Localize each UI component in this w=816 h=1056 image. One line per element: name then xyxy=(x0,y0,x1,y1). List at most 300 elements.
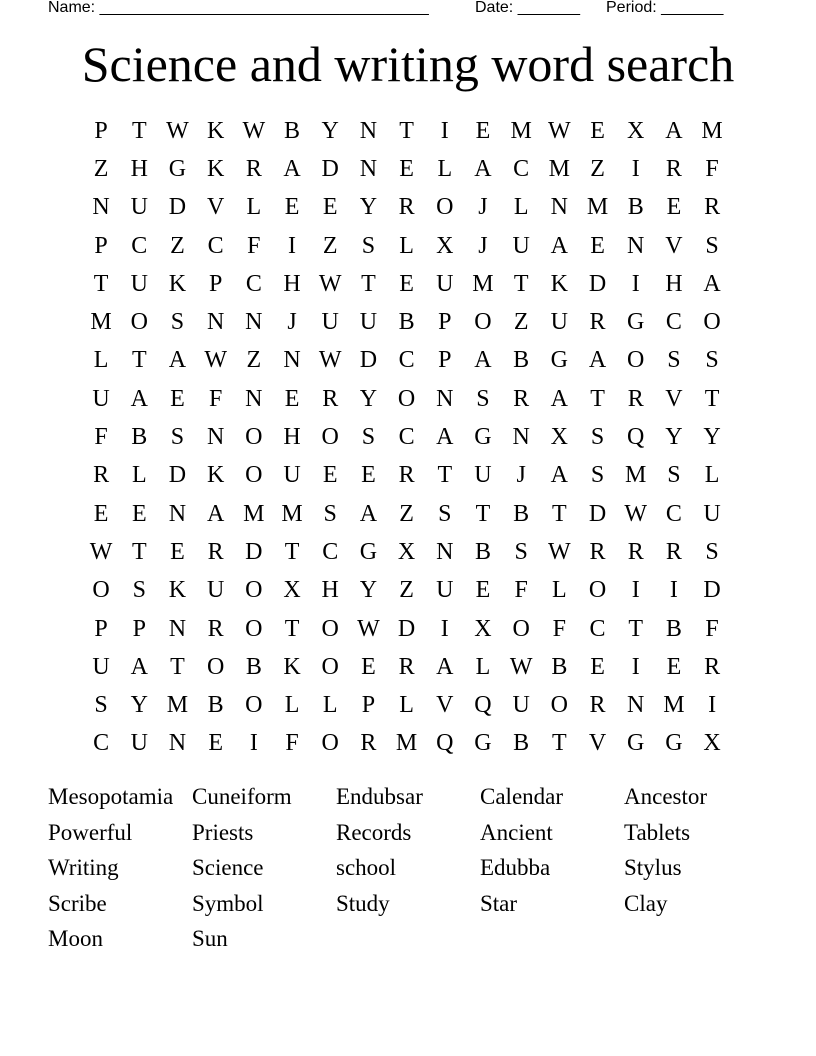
grid-letter[interactable]: N xyxy=(550,194,569,221)
grid-letter[interactable]: W xyxy=(357,615,380,642)
grid-letter[interactable]: V xyxy=(206,194,225,221)
grid-letter[interactable]: L xyxy=(475,653,491,680)
grid-letter[interactable]: N xyxy=(512,424,530,451)
grid-letter[interactable]: P xyxy=(438,309,452,336)
grid-letter[interactable]: A xyxy=(550,232,569,259)
grid-letter[interactable]: R xyxy=(398,462,415,489)
grid-letter[interactable]: E xyxy=(208,730,223,757)
grid-letter[interactable]: W xyxy=(318,347,342,374)
grid-letter[interactable]: L xyxy=(399,232,414,259)
grid-letter[interactable]: O xyxy=(436,194,454,221)
grid-letter[interactable]: U xyxy=(130,270,148,297)
grid-letter[interactable]: N xyxy=(245,385,263,412)
grid-letter[interactable]: R xyxy=(207,538,224,565)
grid-letter[interactable]: B xyxy=(245,653,262,680)
grid-letter[interactable]: A xyxy=(168,347,187,374)
grid-letter[interactable]: X xyxy=(436,232,454,259)
grid-letter[interactable]: R xyxy=(665,538,682,565)
grid-letter[interactable]: B xyxy=(207,692,224,719)
name-field[interactable]: Name: _____________________________________ xyxy=(48,0,429,16)
grid-letter[interactable]: R xyxy=(704,194,721,221)
grid-letter[interactable]: T xyxy=(131,347,147,374)
grid-letter[interactable]: O xyxy=(321,653,339,680)
grid-letter[interactable]: B xyxy=(627,194,644,221)
grid-letter[interactable]: T xyxy=(513,270,529,297)
grid-letter[interactable]: R xyxy=(627,385,644,412)
grid-letter[interactable]: N xyxy=(206,309,225,336)
grid-letter[interactable]: M xyxy=(395,730,418,757)
grid-letter[interactable]: P xyxy=(94,117,108,144)
grid-letter[interactable]: T xyxy=(437,462,453,489)
grid-letter[interactable]: Y xyxy=(321,117,339,144)
grid-letter[interactable]: N xyxy=(168,730,187,757)
grid-letter[interactable]: I xyxy=(249,730,258,757)
grid-letter[interactable]: I xyxy=(669,577,678,604)
grid-letter[interactable]: Z xyxy=(399,577,414,604)
grid-letter[interactable]: T xyxy=(131,117,147,144)
grid-letter[interactable]: M xyxy=(90,309,112,336)
grid-letter[interactable]: N xyxy=(92,194,110,221)
grid-letter[interactable]: X xyxy=(550,424,569,451)
grid-letter[interactable]: S xyxy=(170,424,185,451)
grid-letter[interactable]: T xyxy=(361,270,376,297)
grid-letter[interactable]: C xyxy=(513,155,530,182)
grid-letter[interactable]: V xyxy=(665,232,683,259)
grid-letter[interactable]: V xyxy=(436,692,454,719)
grid-letter[interactable]: B xyxy=(398,309,415,336)
grid-letter[interactable]: S xyxy=(705,538,719,565)
grid-letter[interactable]: J xyxy=(478,194,488,221)
grid-letter[interactable]: S xyxy=(476,385,490,412)
grid-letter[interactable]: E xyxy=(322,194,338,221)
grid-letter[interactable]: I xyxy=(440,615,449,642)
grid-letter[interactable]: U xyxy=(550,309,569,336)
grid-letter[interactable]: T xyxy=(284,615,300,642)
grid-letter[interactable]: L xyxy=(131,462,147,489)
grid-letter[interactable]: O xyxy=(703,309,721,336)
grid-letter[interactable]: K xyxy=(550,270,569,297)
grid-letter[interactable]: B xyxy=(551,653,568,680)
grid-letter[interactable]: R xyxy=(93,462,110,489)
grid-letter[interactable]: I xyxy=(631,653,640,680)
word-list-item: school xyxy=(336,855,397,880)
grid-letter[interactable]: S xyxy=(361,424,376,451)
grid-letter[interactable]: A xyxy=(665,117,683,144)
grid-letter[interactable]: K xyxy=(206,462,225,489)
grid-letter[interactable]: N xyxy=(168,615,187,642)
grid-letter[interactable]: N xyxy=(436,385,454,412)
grid-letter[interactable]: U xyxy=(436,577,454,604)
grid-letter[interactable]: F xyxy=(208,385,223,412)
grid-letter[interactable]: C xyxy=(93,730,110,757)
grid-letter[interactable]: B xyxy=(474,538,491,565)
grid-letter[interactable]: L xyxy=(399,692,414,719)
grid-letter[interactable]: O xyxy=(474,309,492,336)
grid-letter[interactable]: R xyxy=(589,692,606,719)
grid-letter[interactable]: F xyxy=(552,615,567,642)
grid-letter[interactable]: T xyxy=(284,538,300,565)
grid-letter[interactable]: Z xyxy=(246,347,262,374)
grid-letter[interactable]: N xyxy=(359,155,378,182)
grid-letter[interactable]: P xyxy=(94,232,108,259)
grid-letter[interactable]: M xyxy=(663,692,685,719)
grid-letter[interactable]: S xyxy=(590,462,605,489)
grid-letter[interactable]: P xyxy=(438,347,452,374)
grid-letter[interactable]: A xyxy=(436,424,454,451)
grid-letter[interactable]: Z xyxy=(322,232,338,259)
grid-letter[interactable]: B xyxy=(513,500,530,527)
grid-letter[interactable]: I xyxy=(631,155,640,182)
grid-letter[interactable]: S xyxy=(705,232,719,259)
grid-letter[interactable]: T xyxy=(552,500,567,527)
grid-letter[interactable]: Q xyxy=(436,730,454,757)
grid-letter[interactable]: O xyxy=(397,385,416,412)
grid-letter[interactable]: Y xyxy=(359,194,378,221)
grid-letter[interactable]: P xyxy=(208,270,223,297)
grid-letter[interactable]: E xyxy=(131,500,147,527)
grid-letter[interactable]: B xyxy=(513,347,530,374)
grid-letter[interactable]: E xyxy=(590,232,605,259)
grid-letter[interactable]: A xyxy=(550,462,569,489)
grid-letter[interactable]: L xyxy=(284,692,300,719)
grid-letter[interactable]: L xyxy=(322,692,338,719)
grid-letter[interactable]: E xyxy=(666,194,682,221)
grid-letter[interactable]: X xyxy=(703,730,721,757)
grid-letter[interactable]: E xyxy=(361,653,376,680)
grid-letter[interactable]: I xyxy=(708,692,717,719)
grid-letter[interactable]: H xyxy=(130,155,148,182)
grid-letter[interactable]: O xyxy=(512,615,530,642)
grid-letter[interactable]: P xyxy=(94,615,108,642)
grid-letter[interactable]: R xyxy=(207,615,224,642)
grid-letter[interactable]: S xyxy=(667,347,681,374)
word-list-item: Symbol xyxy=(192,890,264,916)
grid-letter[interactable]: M xyxy=(625,462,647,489)
grid-letter[interactable]: Y xyxy=(130,692,148,719)
grid-letter[interactable]: X xyxy=(474,615,492,642)
grid-letter[interactable]: S xyxy=(94,692,108,719)
grid-letter[interactable]: Q xyxy=(474,692,492,719)
grid-letter[interactable]: T xyxy=(628,615,644,642)
grid-letter[interactable]: U xyxy=(206,577,225,604)
grid-letter[interactable]: O xyxy=(206,653,225,680)
grid-letter[interactable]: L xyxy=(246,194,262,221)
grid-letter[interactable]: W xyxy=(548,538,571,565)
grid-letter[interactable]: A xyxy=(206,500,225,527)
grid-letter[interactable]: G xyxy=(627,309,645,336)
grid-letter[interactable]: J xyxy=(478,232,488,259)
grid-letter[interactable]: N xyxy=(436,538,454,565)
grid-letter[interactable]: I xyxy=(288,232,297,259)
grid-letter[interactable]: N xyxy=(627,692,645,719)
grid-letter[interactable]: N xyxy=(283,347,301,374)
grid-letter[interactable]: Z xyxy=(513,309,529,336)
grid-letter[interactable]: R xyxy=(589,309,606,336)
grid-letter[interactable]: F xyxy=(514,577,528,604)
grid-letter[interactable]: T xyxy=(590,385,605,412)
grid-letter[interactable]: E xyxy=(399,270,414,297)
grid-letter[interactable]: O xyxy=(245,692,263,719)
grid-letter[interactable]: M xyxy=(166,692,189,719)
grid-letter[interactable]: S xyxy=(514,538,528,565)
grid-letter[interactable]: R xyxy=(665,155,682,182)
grid-letter[interactable]: E xyxy=(361,462,376,489)
grid-letter[interactable]: U xyxy=(474,462,492,489)
grid-letter[interactable]: U xyxy=(130,730,148,757)
grid-letter[interactable]: E xyxy=(399,155,414,182)
period-field[interactable]: Period: _______ xyxy=(606,0,724,16)
grid-letter[interactable]: O xyxy=(321,615,339,642)
grid-letter[interactable]: R xyxy=(398,194,415,221)
grid-letter[interactable]: U xyxy=(92,385,110,412)
grid-letter[interactable]: W xyxy=(166,117,189,144)
grid-letter[interactable]: A xyxy=(130,653,148,680)
grid-letter[interactable]: G xyxy=(550,347,569,374)
grid-letter[interactable]: X xyxy=(627,117,645,144)
word-list-item: Mesopotamia xyxy=(48,784,174,809)
grid-letter[interactable]: W xyxy=(318,270,342,297)
word-list-item: Star xyxy=(480,890,518,916)
grid-letter[interactable]: S xyxy=(667,462,681,489)
grid-letter[interactable]: S xyxy=(361,232,376,259)
grid-letter[interactable]: X xyxy=(397,538,416,565)
grid-letter[interactable]: C xyxy=(665,309,682,336)
grid-letter[interactable]: E xyxy=(284,194,300,221)
grid-letter[interactable]: M xyxy=(586,194,609,221)
grid-letter[interactable]: F xyxy=(94,424,108,451)
grid-letter[interactable]: L xyxy=(513,194,529,221)
grid-letter[interactable]: R xyxy=(245,155,262,182)
grid-letter[interactable]: O xyxy=(92,577,110,604)
grid-letter[interactable]: D xyxy=(588,500,607,527)
grid-letter[interactable]: C xyxy=(207,232,224,259)
grid-letter[interactable]: K xyxy=(206,155,225,182)
grid-letter[interactable]: W xyxy=(624,500,648,527)
grid-letter[interactable]: U xyxy=(283,462,301,489)
grid-letter[interactable]: C xyxy=(589,615,606,642)
grid-letter[interactable]: Z xyxy=(170,232,185,259)
grid-letter[interactable]: N xyxy=(359,117,378,144)
grid-letter[interactable]: Z xyxy=(590,155,605,182)
grid-letter[interactable]: C xyxy=(398,424,415,451)
grid-letter[interactable]: D xyxy=(321,155,339,182)
grid-letter[interactable]: C xyxy=(398,347,415,374)
grid-letter[interactable]: O xyxy=(245,462,263,489)
grid-letter[interactable]: U xyxy=(512,232,530,259)
grid-letter[interactable]: A xyxy=(130,385,148,412)
grid-letter[interactable]: W xyxy=(204,347,227,374)
grid-letter[interactable]: R xyxy=(704,653,721,680)
grid-letter[interactable]: U xyxy=(130,194,148,221)
grid-letter[interactable]: E xyxy=(284,385,300,412)
grid-letter[interactable]: W xyxy=(548,117,571,144)
grid-letter[interactable]: F xyxy=(705,615,719,642)
grid-letter[interactable]: O xyxy=(130,309,148,336)
grid-letter[interactable]: A xyxy=(588,347,607,374)
grid-letter[interactable]: A xyxy=(283,155,301,182)
grid-letter[interactable]: E xyxy=(170,538,185,565)
grid-letter[interactable]: D xyxy=(168,462,187,489)
grid-letter[interactable]: L xyxy=(93,347,109,374)
grid-letter[interactable]: J xyxy=(287,309,297,336)
grid-letter[interactable]: T xyxy=(704,385,720,412)
grid-letter[interactable]: K xyxy=(168,270,187,297)
grid-letter[interactable]: K xyxy=(206,117,225,144)
grid-letter[interactable]: J xyxy=(516,462,526,489)
grid-letter[interactable]: R xyxy=(589,538,606,565)
grid-letter[interactable]: E xyxy=(475,117,491,144)
grid-letter[interactable]: S xyxy=(705,347,719,374)
grid-letter[interactable]: G xyxy=(168,155,187,182)
date-field[interactable]: Date: _______ xyxy=(475,0,580,16)
grid-letter[interactable]: Z xyxy=(399,500,414,527)
grid-letter[interactable]: G xyxy=(474,730,492,757)
grid-letter[interactable]: D xyxy=(397,615,416,642)
grid-letter[interactable]: I xyxy=(631,270,640,297)
grid-letter[interactable]: M xyxy=(548,155,571,182)
grid-letter[interactable]: O xyxy=(627,347,645,374)
grid-letter[interactable]: Z xyxy=(93,155,109,182)
grid-letter[interactable]: B xyxy=(284,117,301,144)
grid-letter[interactable]: O xyxy=(245,424,263,451)
grid-letter[interactable]: R xyxy=(513,385,530,412)
grid-letter[interactable]: U xyxy=(703,500,721,527)
grid-letter[interactable]: D xyxy=(588,270,607,297)
grid-letter[interactable]: R xyxy=(627,538,644,565)
grid-letter[interactable]: G xyxy=(359,538,378,565)
grid-letter[interactable]: D xyxy=(703,577,721,604)
grid-letter[interactable]: W xyxy=(89,538,113,565)
grid-letter[interactable]: D xyxy=(245,538,263,565)
grid-letter[interactable]: O xyxy=(321,730,339,757)
grid-letter[interactable]: T xyxy=(475,500,491,527)
grid-letter[interactable]: G xyxy=(627,730,645,757)
grid-letter[interactable]: S xyxy=(323,500,337,527)
word-list-item: Ancestor xyxy=(624,784,708,809)
grid-letter[interactable]: T xyxy=(93,270,109,297)
grid-letter[interactable]: H xyxy=(321,577,339,604)
grid-letter[interactable]: O xyxy=(245,615,263,642)
grid-letter[interactable]: S xyxy=(590,424,605,451)
grid-letter[interactable]: C xyxy=(245,270,262,297)
grid-letter[interactable]: H xyxy=(665,270,683,297)
grid-letter[interactable]: M xyxy=(281,500,303,527)
grid-letter[interactable]: E xyxy=(590,653,605,680)
grid-letter[interactable]: Y xyxy=(665,424,683,451)
grid-letter[interactable]: A xyxy=(359,500,378,527)
grid-letter[interactable]: F xyxy=(247,232,261,259)
grid-letter[interactable]: A xyxy=(550,385,569,412)
grid-letter[interactable]: V xyxy=(588,730,607,757)
grid-letter[interactable]: W xyxy=(509,653,533,680)
grid-letter[interactable]: A xyxy=(436,653,454,680)
grid-letter[interactable]: I xyxy=(440,117,449,144)
grid-letter[interactable]: M xyxy=(510,117,532,144)
grid-letter[interactable]: Y xyxy=(359,577,378,604)
grid-letter[interactable]: E xyxy=(93,500,109,527)
grid-letter[interactable]: K xyxy=(168,577,187,604)
grid-letter[interactable]: E xyxy=(475,577,491,604)
grid-letter[interactable]: O xyxy=(588,577,607,604)
grid-letter[interactable]: M xyxy=(472,270,494,297)
grid-letter[interactable]: S xyxy=(438,500,452,527)
grid-letter[interactable]: B xyxy=(131,424,148,451)
grid-letter[interactable]: A xyxy=(474,155,492,182)
word-list-item: Sun xyxy=(192,926,228,951)
grid-letter[interactable]: G xyxy=(665,730,683,757)
grid-letter[interactable]: E xyxy=(322,462,338,489)
grid-letter[interactable]: S xyxy=(170,309,185,336)
grid-letter[interactable]: N xyxy=(627,232,645,259)
page-title: Science and writing word search xyxy=(81,36,735,92)
grid-letter[interactable]: B xyxy=(513,730,530,757)
grid-letter[interactable]: W xyxy=(242,117,266,144)
grid-letter[interactable]: X xyxy=(283,577,301,604)
grid-letter[interactable]: N xyxy=(168,500,187,527)
grid-letter[interactable]: U xyxy=(359,309,378,336)
grid-letter[interactable]: U xyxy=(321,309,339,336)
grid-letter[interactable]: R xyxy=(398,653,415,680)
grid-letter[interactable]: O xyxy=(321,424,339,451)
grid-letter[interactable]: U xyxy=(92,653,110,680)
grid-letter[interactable]: V xyxy=(665,385,683,412)
grid-letter[interactable]: M xyxy=(243,500,265,527)
grid-letter[interactable]: L xyxy=(437,155,453,182)
grid-letter[interactable]: A xyxy=(474,347,492,374)
grid-letter[interactable]: R xyxy=(360,730,377,757)
grid-letter[interactable]: G xyxy=(474,424,492,451)
grid-letter[interactable]: R xyxy=(322,385,339,412)
grid-letter[interactable]: E xyxy=(170,385,185,412)
grid-letter[interactable]: L xyxy=(704,462,720,489)
grid-letter[interactable]: T xyxy=(170,653,185,680)
grid-letter[interactable]: P xyxy=(361,692,376,719)
grid-letter[interactable]: H xyxy=(283,424,301,451)
grid-letter[interactable]: L xyxy=(552,577,567,604)
grid-letter[interactable]: U xyxy=(436,270,454,297)
grid-letter[interactable]: P xyxy=(132,615,146,642)
grid-letter[interactable]: U xyxy=(512,692,530,719)
grid-letter[interactable]: C xyxy=(665,500,682,527)
grid-letter[interactable]: T xyxy=(552,730,567,757)
grid-letter[interactable]: E xyxy=(590,117,605,144)
grid-letter[interactable]: E xyxy=(666,653,682,680)
grid-letter[interactable]: C xyxy=(322,538,339,565)
grid-letter[interactable]: F xyxy=(705,155,719,182)
grid-letter[interactable]: A xyxy=(703,270,721,297)
grid-letter[interactable]: T xyxy=(131,538,147,565)
grid-letter[interactable]: O xyxy=(550,692,569,719)
grid-letter[interactable]: D xyxy=(359,347,378,374)
word-list xyxy=(48,779,768,957)
grid-letter[interactable]: T xyxy=(399,117,414,144)
grid-letter[interactable]: F xyxy=(285,730,299,757)
grid-letter[interactable]: H xyxy=(283,270,301,297)
grid-letter[interactable]: Y xyxy=(359,385,378,412)
grid-letter[interactable]: N xyxy=(245,309,263,336)
grid-letter[interactable]: O xyxy=(245,577,263,604)
grid-letter[interactable]: K xyxy=(283,653,301,680)
grid-letter[interactable]: D xyxy=(168,194,187,221)
grid-letter[interactable]: C xyxy=(131,232,148,259)
grid-letter[interactable]: B xyxy=(665,615,682,642)
grid-letter[interactable]: N xyxy=(206,424,225,451)
grid-letter[interactable]: M xyxy=(701,117,723,144)
grid-letter[interactable]: Y xyxy=(703,424,721,451)
grid-letter[interactable]: Q xyxy=(627,424,645,451)
grid-letter[interactable]: S xyxy=(132,577,146,604)
grid-letter[interactable]: I xyxy=(631,577,640,604)
